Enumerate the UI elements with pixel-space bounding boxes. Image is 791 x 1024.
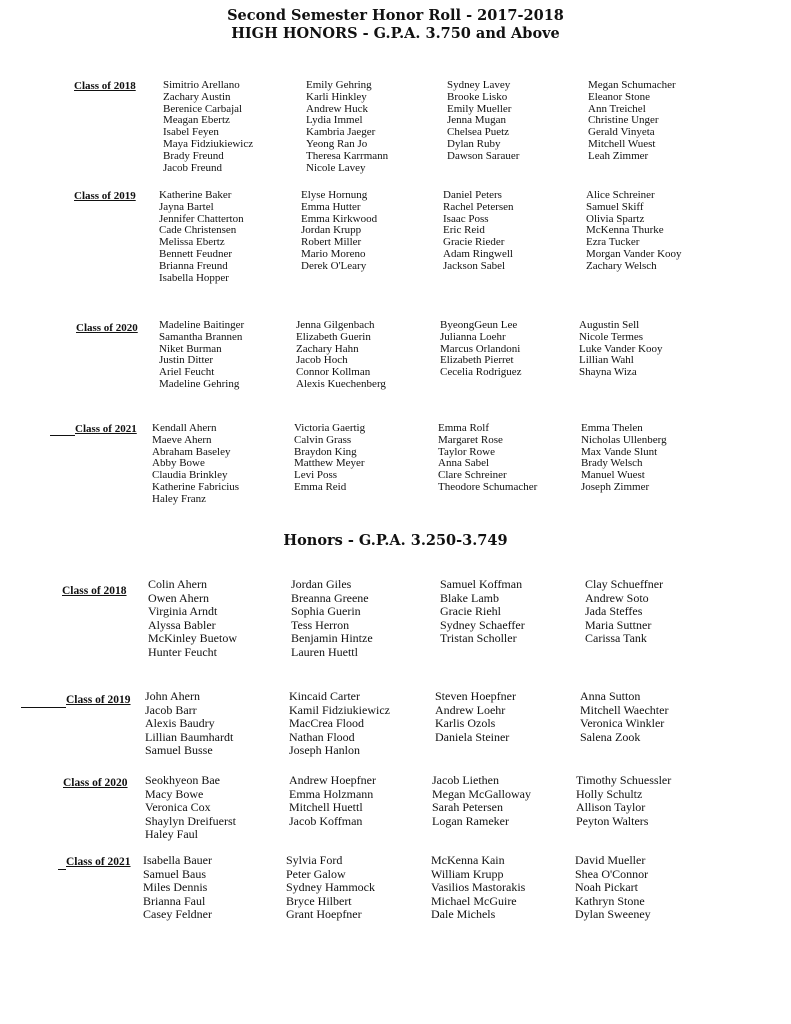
student-name: Miles Dennis <box>143 880 208 895</box>
student-name: Shea O'Connor <box>575 866 649 881</box>
student-name: Sophia Guerin <box>291 604 361 619</box>
name-column <box>581 423 667 494</box>
student-name: Kincaid Carter <box>289 689 360 703</box>
student-name: Jordan Giles <box>291 577 352 591</box>
name-column <box>152 423 239 506</box>
student-name: Claudia Brinkley <box>152 469 228 482</box>
student-name: Jordan Krupp <box>301 224 362 237</box>
student-name: Leah Zimmer <box>588 149 649 162</box>
student-name: Gerald Vinyeta <box>588 126 655 139</box>
class-label: Class of 2021 <box>75 423 137 435</box>
student-name: Brianna Faul <box>143 893 206 908</box>
student-name: Haley Faul <box>145 827 198 842</box>
student-name: Kathryn Stone <box>575 893 645 908</box>
student-name: Niket Burman <box>159 342 222 355</box>
student-name: Macy Bowe <box>145 786 204 801</box>
student-name: Sydney Lavey <box>447 79 511 91</box>
student-name: Joseph Zimmer <box>581 480 650 493</box>
student-name: Maria Suttner <box>585 617 652 632</box>
student-name: Anna Sabel <box>438 457 490 470</box>
student-name: Levi Poss <box>294 469 338 482</box>
student-name: Abraham Baseley <box>152 445 231 458</box>
student-name: Dylan Ruby <box>447 137 501 150</box>
student-name: Jada Steffes <box>585 604 643 619</box>
student-name: Emma Thelen <box>581 422 643 434</box>
student-name: Karlis Ozols <box>435 716 496 731</box>
student-name: Emma Reid <box>294 480 347 493</box>
student-name: Noah Pickart <box>575 880 638 895</box>
student-name: Eric Reid <box>443 224 485 237</box>
label-rule <box>21 707 66 708</box>
name-column <box>580 690 668 744</box>
student-name: Veronica Winkler <box>580 716 665 731</box>
student-name: Lauren Huettl <box>291 644 358 659</box>
student-name: Maya Fidziukiewicz <box>163 137 254 150</box>
student-name: Steven Hoepfner <box>435 689 516 703</box>
student-name: Matthew Meyer <box>294 457 365 470</box>
student-name: Samuel Koffman <box>440 577 523 591</box>
name-column <box>579 320 663 379</box>
student-name: Ariel Feucht <box>159 366 215 379</box>
student-name: Theresa Karrmann <box>306 149 389 162</box>
student-name: Isabella Bauer <box>143 853 212 867</box>
class-label: Class of 2018 <box>62 585 127 597</box>
student-name: Samuel Skiff <box>586 200 644 213</box>
student-name: Alexis Baudry <box>145 716 215 731</box>
student-name: Hunter Feucht <box>148 644 217 659</box>
student-name: Holly Schultz <box>576 786 643 801</box>
student-name: Seokhyeon Bae <box>145 773 220 787</box>
student-name: Salena Zook <box>580 729 641 744</box>
student-name: Andrew Hoepfner <box>289 773 376 787</box>
student-name: Abby Bowe <box>152 457 205 470</box>
student-name: Sarah Petersen <box>432 800 503 815</box>
name-column <box>301 190 377 273</box>
student-name: MacCrea Flood <box>289 716 364 731</box>
student-name: Anna Sutton <box>580 689 641 703</box>
name-column <box>289 690 390 758</box>
student-name: Casey Feldner <box>143 907 212 922</box>
student-name: Joseph Hanlon <box>289 743 360 758</box>
student-name: Katherine Baker <box>159 189 232 201</box>
name-column <box>432 774 531 828</box>
name-column <box>447 80 519 163</box>
student-name: Nathan Flood <box>289 729 355 744</box>
student-name: Peter Galow <box>286 866 346 881</box>
student-name: Zachary Welsch <box>586 259 657 272</box>
student-name: John Ahern <box>145 689 200 703</box>
student-name: Nicole Lavey <box>306 161 366 174</box>
student-name: Bryce Hilbert <box>286 893 352 908</box>
student-name: Brianna Freund <box>159 259 228 272</box>
student-name: ByeongGeun Lee <box>440 319 518 331</box>
student-name: Tristan Scholler <box>440 631 517 646</box>
student-name: Gracie Rieder <box>443 236 505 249</box>
student-name: Lillian Baumhardt <box>145 729 234 744</box>
class-label: Class of 2018 <box>74 80 136 92</box>
label-rule <box>50 435 75 436</box>
student-name: Ann Treichel <box>588 102 646 115</box>
student-name: Augustin Sell <box>579 319 640 331</box>
student-name: Marcus Orlandoni <box>440 342 521 355</box>
student-name: Emma Rolf <box>438 422 490 434</box>
student-name: Olivia Spartz <box>586 212 645 225</box>
student-name: Michael McGuire <box>431 893 517 908</box>
student-name: Jacob Barr <box>145 702 197 717</box>
student-name: Nicole Termes <box>579 330 644 343</box>
student-name: Elyse Hornung <box>301 189 368 201</box>
name-column <box>143 854 212 922</box>
student-name: Madeline Baitinger <box>159 319 245 331</box>
student-name: Samantha Brannen <box>159 330 243 343</box>
student-name: Nicholas Ullenberg <box>581 433 667 446</box>
student-name: Luke Vander Kooy <box>579 342 663 355</box>
student-name: Daniela Steiner <box>435 729 510 744</box>
student-name: Zachary Austin <box>163 90 231 103</box>
student-name: Rachel Petersen <box>443 200 514 213</box>
student-name: Jayna Bartel <box>159 200 214 213</box>
student-name: Morgan Vander Kooy <box>586 247 682 260</box>
student-name: Lillian Wahl <box>579 354 634 367</box>
name-column <box>306 80 388 174</box>
student-name: Simitrio Arellano <box>163 79 240 91</box>
student-name: Zachary Hahn <box>296 342 359 355</box>
student-name: Justin Ditter <box>159 354 214 367</box>
student-name: Blake Lamb <box>440 590 499 605</box>
student-name: William Krupp <box>431 866 504 881</box>
name-column <box>576 774 671 828</box>
student-name: Emma Holzmann <box>289 786 374 801</box>
student-name: Cecelia Rodriguez <box>440 366 522 379</box>
student-name: Jacob Freund <box>163 161 222 174</box>
student-name: Karli Hinkley <box>306 90 367 103</box>
name-column <box>575 854 651 922</box>
name-column <box>438 423 537 494</box>
class-label: Class of 2019 <box>74 190 136 202</box>
student-name: Dale Michels <box>431 907 496 922</box>
name-column <box>159 320 244 391</box>
student-name: Allison Taylor <box>576 800 646 815</box>
student-name: Theodore Schumacher <box>438 480 538 493</box>
student-name: Berenice Carbajal <box>163 102 243 115</box>
student-name: Peyton Walters <box>576 813 649 828</box>
student-name: Derek O'Leary <box>301 259 367 272</box>
student-name: Daniel Peters <box>443 189 502 201</box>
student-name: Lydia Immel <box>306 114 363 127</box>
student-name: Tess Herron <box>291 617 350 632</box>
student-name: Isabella Hopper <box>159 271 229 284</box>
name-column <box>586 190 682 273</box>
class-label: Class of 2021 <box>66 856 131 868</box>
student-name: Grant Hoepfner <box>286 907 362 922</box>
student-name: McKenna Thurke <box>586 224 664 237</box>
student-name: Sydney Hammock <box>286 880 375 895</box>
student-name: Eleanor Stone <box>588 90 651 103</box>
name-column <box>296 320 386 391</box>
name-column <box>159 190 244 284</box>
student-name: Victoria Gaertig <box>294 422 366 434</box>
student-name: Jacob Hoch <box>296 354 348 367</box>
student-name: Veronica Cox <box>145 800 211 815</box>
student-name: Brady Freund <box>163 149 224 162</box>
student-name: Isabel Feyen <box>163 126 219 139</box>
student-name: Mitchell Huettl <box>289 800 363 815</box>
student-name: Gracie Riehl <box>440 604 501 619</box>
class-label: Class of 2020 <box>63 777 128 789</box>
student-name: Haley Franz <box>152 492 207 505</box>
name-column <box>435 690 516 744</box>
student-name: Colin Ahern <box>148 577 207 591</box>
student-name: Samuel Busse <box>145 743 213 758</box>
student-name: Kamil Fidziukiewicz <box>289 702 390 717</box>
student-name: Dawson Sarauer <box>447 149 520 162</box>
name-column <box>163 80 253 174</box>
student-name: Emily Mueller <box>447 102 512 115</box>
class-label: Class of 2019 <box>66 694 131 706</box>
student-name: Connor Kollman <box>296 366 371 379</box>
name-column <box>588 80 676 163</box>
student-name: Max Vande Slunt <box>581 445 658 458</box>
student-name: Alice Schreiner <box>586 189 655 201</box>
student-name: Maeve Ahern <box>152 433 212 446</box>
student-name: Melissa Ebertz <box>159 236 225 249</box>
student-name: Benjamin Hintze <box>291 631 373 646</box>
student-name: Carissa Tank <box>585 631 647 646</box>
student-name: Dylan Sweeney <box>575 907 651 922</box>
name-column <box>440 578 525 646</box>
student-name: David Mueller <box>575 853 646 867</box>
student-name: Shayna Wiza <box>579 366 637 379</box>
student-name: Jacob Koffman <box>289 813 363 828</box>
student-name: Meagan Ebertz <box>163 114 230 127</box>
student-name: Elizabeth Pierret <box>440 354 514 367</box>
student-name: Isaac Poss <box>443 212 489 225</box>
high-honors-heading: HIGH HONORS - G.P.A. 3.750 and Above <box>231 25 560 42</box>
student-name: Margaret Rose <box>438 433 503 446</box>
student-name: Braydon King <box>294 445 357 458</box>
student-name: Virginia Arndt <box>148 604 218 619</box>
name-column <box>440 320 522 379</box>
name-column <box>585 578 663 646</box>
name-column <box>286 854 375 922</box>
student-name: Emma Kirkwood <box>301 212 378 225</box>
student-name: Kambria Jaeger <box>306 126 376 139</box>
student-name: Andrew Loehr <box>435 702 506 717</box>
student-name: Breanna Greene <box>291 590 369 605</box>
name-column <box>145 774 236 842</box>
honors-heading: Honors - G.P.A. 3.250-3.749 <box>283 532 508 549</box>
student-name: Clay Schueffner <box>585 577 664 591</box>
student-name: Sydney Schaeffer <box>440 617 525 632</box>
student-name: Vasilios Mastorakis <box>431 880 526 895</box>
student-name: Brady Welsch <box>581 457 643 470</box>
student-name: Sylvia Ford <box>286 853 343 867</box>
student-name: Kendall Ahern <box>152 422 217 434</box>
student-name: Alyssa Babler <box>148 617 216 632</box>
student-name: Chelsea Puetz <box>447 126 510 139</box>
name-column <box>294 423 365 494</box>
student-name: Taylor Rowe <box>438 445 495 458</box>
student-name: Christine Unger <box>588 114 659 127</box>
student-name: Ezra Tucker <box>586 236 640 249</box>
student-name: Megan Schumacher <box>588 79 676 91</box>
student-name: Owen Ahern <box>148 590 209 605</box>
student-name: Andrew Huck <box>306 102 369 115</box>
student-name: Shaylyn Dreifuerst <box>145 813 236 828</box>
name-column <box>148 578 237 660</box>
student-name: Alexis Kuechenberg <box>296 377 386 390</box>
name-column <box>145 690 233 758</box>
student-name: Samuel Baus <box>143 866 206 881</box>
student-name: Emily Gehring <box>306 79 372 91</box>
class-label: Class of 2020 <box>76 322 138 334</box>
page-title: Second Semester Honor Roll - 2017-2018 <box>227 7 564 24</box>
student-name: Timothy Schuessler <box>576 773 672 787</box>
student-name: Andrew Soto <box>585 590 649 605</box>
student-name: Emma Hutter <box>301 200 361 213</box>
student-name: Mitchell Waechter <box>580 702 669 717</box>
student-name: McKinley Buetow <box>148 631 237 646</box>
student-name: Jennifer Chatterton <box>159 212 244 225</box>
student-name: Julianna Loehr <box>440 330 506 343</box>
student-name: Yeong Ran Jo <box>306 137 368 150</box>
student-name: Adam Ringwell <box>443 247 513 260</box>
student-name: Mario Moreno <box>301 247 366 260</box>
student-name: Calvin Grass <box>294 433 352 446</box>
student-name: Robert Miller <box>301 236 362 249</box>
student-name: Clare Schreiner <box>438 469 507 482</box>
student-name: Jacob Liethen <box>432 773 499 787</box>
student-name: Bennett Feudner <box>159 247 233 260</box>
name-column <box>431 854 525 922</box>
student-name: Mitchell Wuest <box>588 137 656 150</box>
student-name: Cade Christensen <box>159 224 237 237</box>
student-name: Jackson Sabel <box>443 259 506 272</box>
name-column <box>291 578 373 660</box>
student-name: Jenna Mugan <box>447 114 506 127</box>
student-name: Elizabeth Guerin <box>296 330 371 343</box>
label-rule <box>58 869 66 870</box>
student-name: Katherine Fabricius <box>152 480 240 493</box>
student-name: Jenna Gilgenbach <box>296 319 375 331</box>
student-name: Logan Rameker <box>432 813 509 828</box>
name-column <box>443 190 514 273</box>
student-name: McKenna Kain <box>431 853 505 867</box>
name-column <box>289 774 376 828</box>
student-name: Madeline Gehring <box>159 377 240 390</box>
student-name: Manuel Wuest <box>581 469 645 482</box>
student-name: Megan McGalloway <box>432 786 531 801</box>
student-name: Brooke Lisko <box>447 90 508 103</box>
